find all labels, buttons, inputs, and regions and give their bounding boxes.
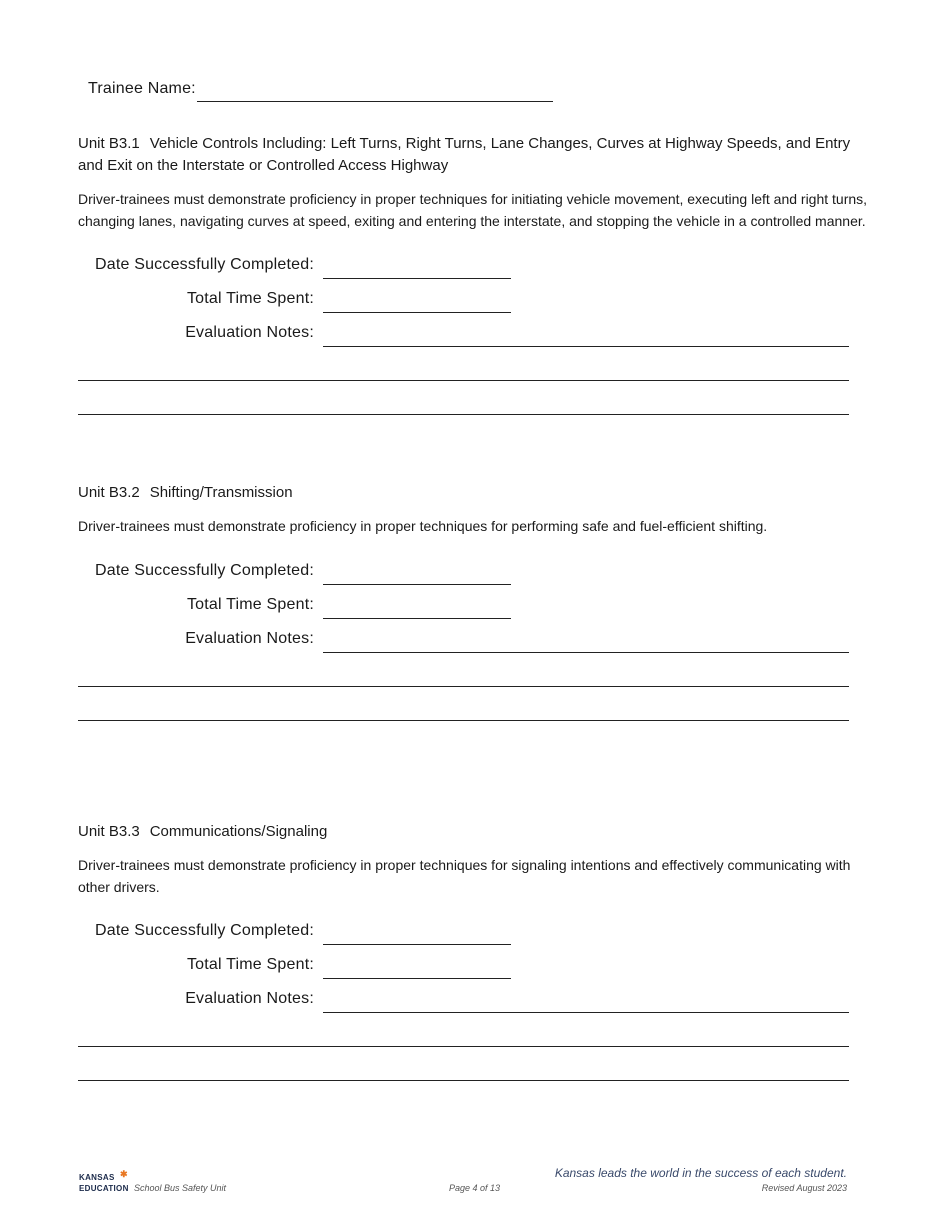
unit-code: Unit B3.3 <box>78 823 140 840</box>
evaluation-notes-label: Evaluation Notes: <box>185 990 314 1007</box>
total-time-label: Total Time Spent: <box>186 290 314 307</box>
total-time-label: Total Time Spent: <box>186 956 314 973</box>
notes-continuation-line[interactable] <box>78 414 849 415</box>
total-time-row <box>0 956 950 980</box>
date-completed-field[interactable] <box>323 944 511 945</box>
evaluation-notes-row <box>0 324 950 348</box>
trainee-name-label: Trainee Name: <box>88 80 196 97</box>
date-completed-label: Date Successfully Completed: <box>94 256 314 273</box>
notes-continuation-line[interactable] <box>78 686 849 687</box>
evaluation-notes-row <box>0 990 950 1014</box>
date-completed-row <box>0 922 950 946</box>
date-completed-label: Date Successfully Completed: <box>94 922 314 939</box>
footer-unit-name: School Bus Safety Unit <box>134 1183 227 1193</box>
total-time-field[interactable] <box>323 312 511 313</box>
total-time-field[interactable] <box>323 618 511 619</box>
unit-b33-heading <box>78 821 868 843</box>
notes-continuation-line[interactable] <box>78 1046 849 1047</box>
unit-title: Shifting/Transmission <box>149 484 293 501</box>
kansas-education-logo <box>79 1169 129 1194</box>
date-completed-row <box>0 562 950 586</box>
date-completed-row <box>0 256 950 280</box>
total-time-field[interactable] <box>323 978 511 979</box>
date-completed-label: Date Successfully Completed: <box>94 562 314 579</box>
unit-b32-description: Driver-trainees must demonstrate proficiency in proper techniques for performing safe and fuel-efficient shifting. <box>78 518 768 534</box>
unit-title: Vehicle Controls Including: Left Turns, Right Turns, Lane Changes, Curves at Highway Speeds, and Entry and Exit on the Interstate or Controlled Access Highway <box>78 135 851 174</box>
trainee-name-field[interactable] <box>197 101 553 102</box>
unit-b32-heading <box>78 482 868 504</box>
footer-motto: Kansas leads the world in the success of each student. <box>554 1166 847 1180</box>
notes-continuation-line[interactable] <box>78 720 849 721</box>
unit-code: Unit B3.2 <box>78 484 140 501</box>
unit-b33-description: Driver-trainees must demonstrate proficiency in proper techniques for signaling intentions and effectively communicating with other drivers. <box>78 857 851 895</box>
total-time-row <box>0 290 950 314</box>
logo-text-kansas: KANSAS <box>79 1173 115 1182</box>
logo-text-education: EDUCATION <box>79 1184 129 1193</box>
evaluation-notes-label: Evaluation Notes: <box>185 324 314 341</box>
notes-continuation-line[interactable] <box>78 380 849 381</box>
evaluation-notes-field[interactable] <box>323 1012 849 1013</box>
revision-date: Revised August 2023 <box>761 1183 847 1193</box>
unit-code: Unit B3.1 <box>78 135 140 152</box>
total-time-row <box>0 596 950 620</box>
evaluation-notes-field[interactable] <box>323 652 849 653</box>
unit-title: Communications/Signaling <box>149 823 328 840</box>
unit-b31-heading <box>78 133 868 177</box>
star-icon: ✱ <box>120 1169 128 1179</box>
evaluation-notes-field[interactable] <box>323 346 849 347</box>
evaluation-notes-label: Evaluation Notes: <box>185 630 314 647</box>
unit-b31-description: Driver-trainees must demonstrate proficiency in proper techniques for initiating vehicle movement, executing left and right turns, changing lanes, navigating curves at speed, exiting and entering the interstate, and stopping the vehicle in a controlled manner. <box>78 191 868 229</box>
total-time-label: Total Time Spent: <box>186 596 314 613</box>
evaluation-notes-row <box>0 630 950 654</box>
date-completed-field[interactable] <box>323 584 511 585</box>
page-number: Page 4 of 13 <box>449 1183 501 1193</box>
date-completed-field[interactable] <box>323 278 511 279</box>
notes-continuation-line[interactable] <box>78 1080 849 1081</box>
